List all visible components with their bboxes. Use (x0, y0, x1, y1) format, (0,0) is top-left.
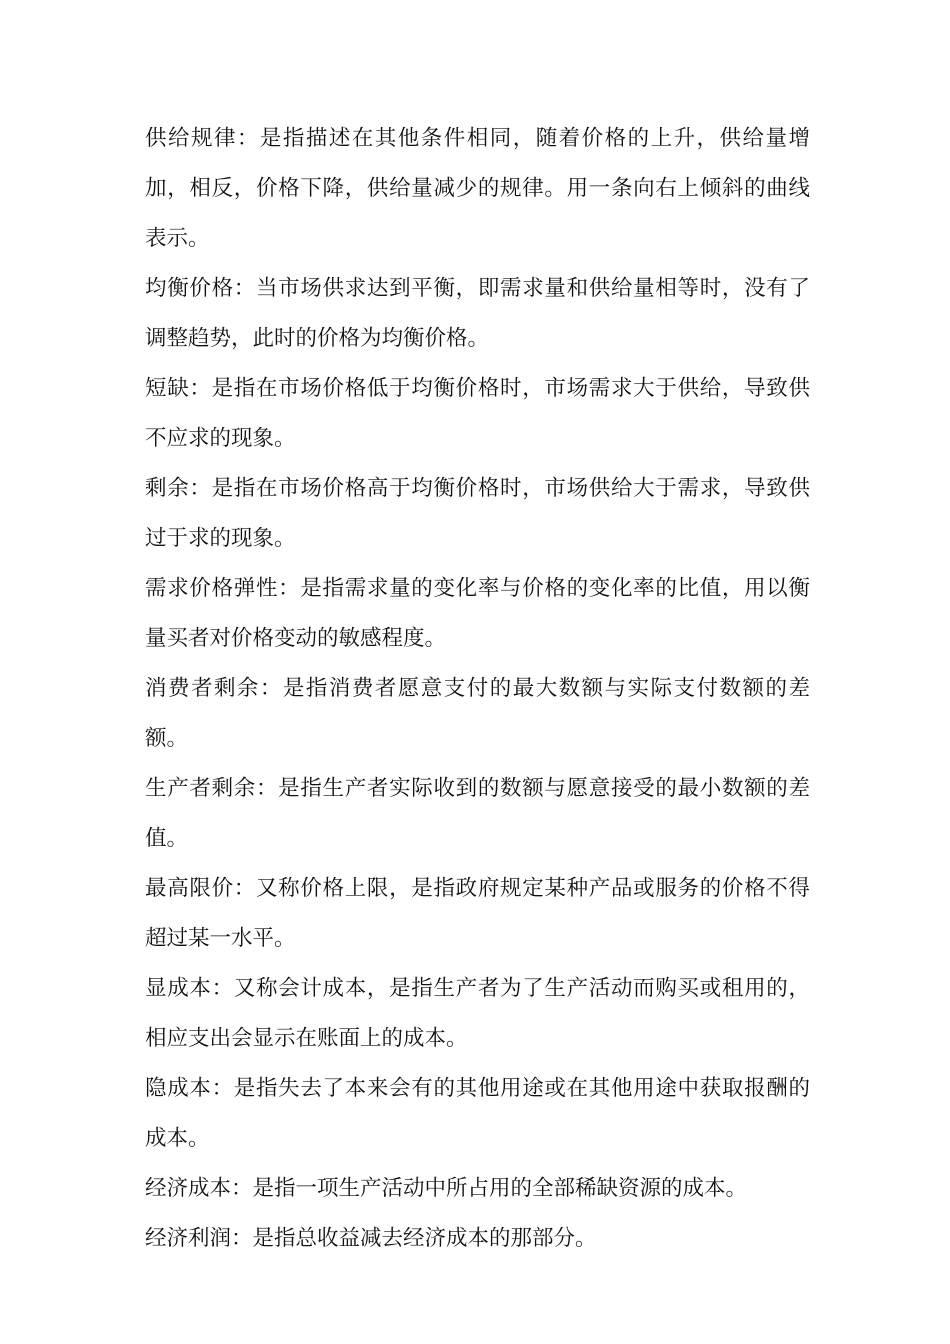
definition-equilibrium-price: 均衡价格：当市场供求达到平衡，即需求量和供给量相等时，没有了调整趋势，此时的价格为均衡价格。 (145, 276, 810, 351)
definition-supply-law: 供给规律：是指描述在其他条件相同，随着价格的上升，供给量增加，相反，价格下降，供给量减少的规律。用一条向右上倾斜的曲线表示。 (145, 126, 810, 251)
definition-surplus: 剩余：是指在市场价格高于均衡价格时，市场供给大于需求，导致供过于求的现象。 (145, 476, 810, 551)
definition-price-ceiling: 最高限价：又称价格上限，是指政府规定某种产品或服务的价格不得超过某一水平。 (145, 876, 810, 951)
document-body (145, 114, 810, 1264)
definition-economic-cost: 经济成本：是指一项生产活动中所占用的全部稀缺资源的成本。 (145, 1176, 748, 1201)
definition-explicit-cost: 显成本：又称会计成本，是指生产者为了生产活动而购买或租用的，相应支出会显示在账面上的成本。 (145, 976, 810, 1051)
definition-shortage: 短缺：是指在市场价格低于均衡价格时，市场需求大于供给，导致供不应求的现象。 (145, 376, 810, 451)
definition-consumer-surplus: 消费者剩余：是指消费者愿意支付的最大数额与实际支付数额的差额。 (145, 676, 810, 751)
definition-price-elasticity-of-demand: 需求价格弹性：是指需求量的变化率与价格的变化率的比值，用以衡量买者对价格变动的敏感程度。 (145, 576, 810, 651)
definition-producer-surplus: 生产者剩余：是指生产者实际收到的数额与愿意接受的最小数额的差值。 (145, 776, 810, 851)
definition-economic-profit: 经济利润：是指总收益减去经济成本的那部分。 (145, 1226, 597, 1251)
definition-implicit-cost: 隐成本：是指失去了本来会有的其他用途或在其他用途中获取报酬的成本。 (145, 1076, 810, 1151)
